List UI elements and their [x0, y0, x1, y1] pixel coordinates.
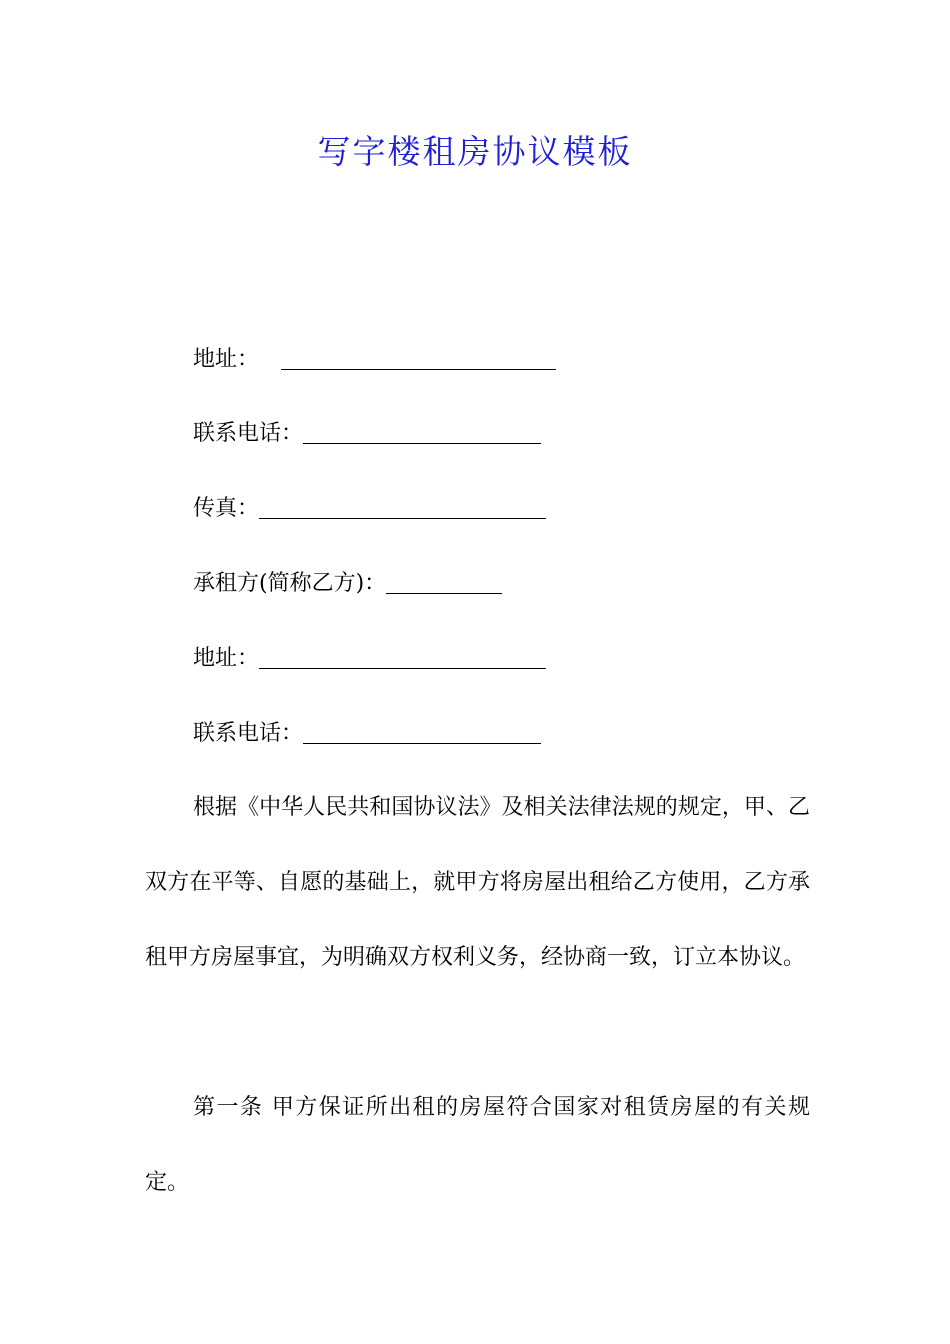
- phone-blank[interactable]: [303, 419, 541, 444]
- lessee-blank[interactable]: [386, 569, 502, 594]
- phone-field-2: [193, 714, 541, 750]
- address-label: 地址：: [193, 646, 260, 671]
- phone-field-1: [193, 414, 541, 450]
- address-label: 地址：: [193, 347, 260, 372]
- intro-paragraph: 根据《中华人民共和国协议法》及相关法律法规的规定，甲、乙双方在平等、自愿的基础上，就甲方将房屋出租给乙方使用，乙方承租甲方房屋事宜，为明确双方权利义务，经协商一致，订立本协议。: [145, 795, 810, 970]
- fax-label: 传真：: [193, 496, 260, 521]
- phone-label: 联系电话：: [193, 421, 304, 446]
- address-field-2: [193, 639, 546, 675]
- address-field-1: [193, 340, 556, 376]
- document-title: 写字楼租房协议模板: [317, 132, 633, 171]
- phone-blank[interactable]: [303, 719, 541, 744]
- fax-field: [193, 489, 546, 525]
- fax-blank[interactable]: [259, 494, 546, 519]
- lessee-field: [193, 564, 502, 600]
- article-1-paragraph: 第一条 甲方保证所出租的房屋符合国家对租赁房屋的有关规定。: [145, 1095, 810, 1195]
- address-blank[interactable]: [281, 345, 556, 370]
- lessee-label: 承租方(简称乙方)：: [193, 571, 387, 596]
- address-blank[interactable]: [259, 644, 546, 669]
- phone-label: 联系电话：: [193, 721, 304, 746]
